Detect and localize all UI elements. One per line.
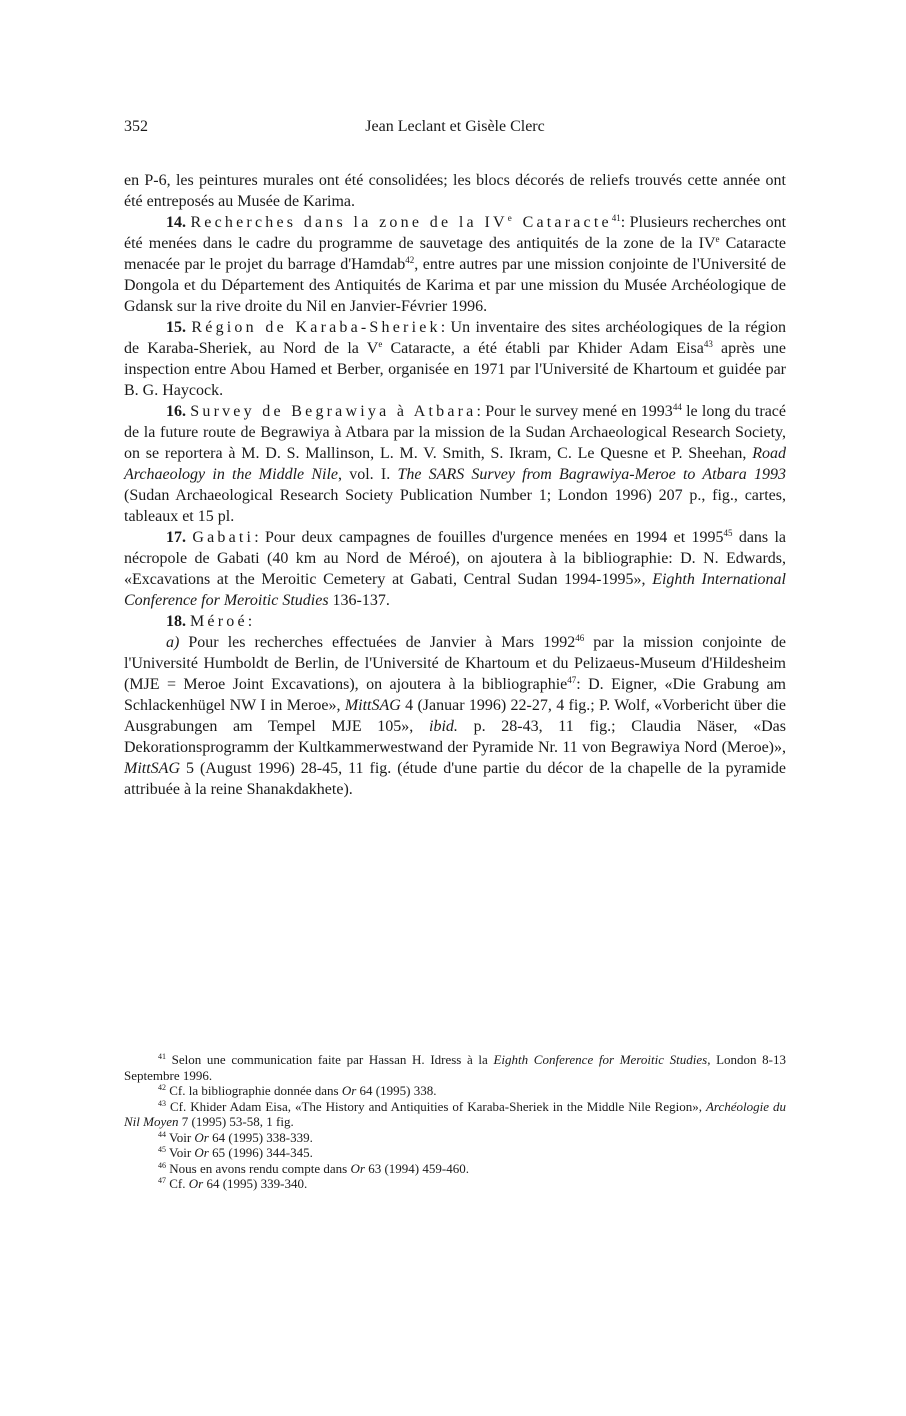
footnotes (124, 1052, 786, 1192)
main-text (124, 170, 786, 800)
section-18-a: a) Pour les recherches effectuées de Janvier à Mars 1992$^{46}$ par la mission conjointe de l'Université Humboldt de Berlin, de l'Université de Khartoum et du Pelizaeus-Museum d'Hildesheim (MJE = Meroe Joint Excavations), on ajoutera à la bibliographie$^{47}$: D. Eigner, «Die Grabung am Schlackenhügel NW I in Meroe», MittSAG 4 (Januar 1996) 22-27, 4 fig.; P. Wolf, «Vorbericht über die Ausgrabungen am Tempel MJE 105», ibid. p. 28-43, 11 fig.; Claudia Näser, «Das Dekorationsprogramm der Kultkammerwestwand der Pyramide Nr. 11 von Begrawiya Nord (Meroe)», MittSAG 5 (August 1996) 28-45, 11 fig. (étude d'une partie du décor de la chapelle de la pyramide attribuée à la reine Shanakdakhete). (124, 633, 787, 798)
section-number: 16. (166, 403, 186, 420)
section-17: 17. Gabati: Pour deux campagnes de fouilles d'urgence menées en 1994 et 1995$^{45}$ dans la nécropole de Gabati (40 km au Nord de Méroé), on ajoutera à la bibliographie: D. N. Edwards, «Excavations at the Meroitic Cemetery at Gabati, Central Sudan 1994-1995», Eighth International Conference for Meroitic Studies 136-137. (124, 528, 787, 609)
footnote-ref: 47 (567, 675, 577, 685)
subsection-label: a) (166, 634, 180, 651)
section-15: 15. Région de Karaba-Sheriek: Un inventaire des sites archéologiques de la région de Karaba-Sheriek, au Nord de la Ve Cataracte, a été établi par Khider Adam Eisa$^{43}$ après une inspection entre Abou Hamed et Berber, organisée en 1971 par l'Université de Khartoum et guidée par B. G. Haycock. (124, 319, 787, 399)
section-title: Gabati (192, 529, 255, 546)
footnote-45: $^{45}$ Voir Or 65 (1996) 344-345. (158, 1145, 313, 1160)
footnote-ref: 44 (672, 402, 682, 412)
footnote-ref: 46 (575, 633, 585, 643)
section-16: 16. Survey de Begrawiya à Atbara: Pour le survey mené en 1993$^{44}$ le long du tracé de la future route de Begrawiya à Atbara par la mission de la Sudan Archaeological Research Society, on se reportera à M. D. S. Mallinson, L. M. V. Smith, S. Ikram, C. Le Quesne et P. Sheehan, Road Archaeology in the Middle Nile, vol. I. The SARS Survey from Bagrawiya-Meroe to Atbara 1993 (Sudan Archaeological Research Society Publication Number 1; London 1996) 207 p., fig., cartes, tableaux et 15 pl. (124, 402, 787, 525)
section-title: Méroé: (190, 613, 256, 630)
footnote-ref: 42 (405, 255, 415, 265)
footnote-ref: 45 (723, 528, 733, 538)
section-18-heading (124, 611, 786, 632)
intro-paragraph: en P-6, les peintures murales ont été consolidées; les blocs décorés de reliefs trouvés cette année ont été entreposés au Musée de Karima. (124, 172, 786, 210)
footnote-ref: 41 (611, 213, 621, 223)
footnote-ref: 43 (703, 339, 713, 349)
running-title: Jean Leclant et Gisèle Clerc (365, 118, 545, 135)
footnote-43: $^{43}$ Cf. Khider Adam Eisa, «The History and Antiquities of Karaba-Sheriek in the Middle Nile Region», Archéologie du Nil Moyen 7 (1995) 53-58, 1 fig. (124, 1098, 786, 1129)
footnote-44: $^{44}$ Voir Or 64 (1995) 338-339. (158, 1129, 313, 1145)
footnote-42: $^{42}$ Cf. la bibliographie donnée dans Or 64 (1995) 338. (158, 1083, 437, 1098)
section-number: 14. (166, 214, 186, 231)
footnote-47: $^{47}$ Cf. Or 64 (1995) 339-340. (158, 1176, 308, 1191)
section-title: Recherches dans la zone de la IVe Cataracte (190, 213, 612, 231)
section-number: 17. (166, 529, 186, 546)
footnote-41: $^{41}$ Selon une communication faite par Hassan H. Idress à la Eighth Conference for Meroitic Studies, London 8-13 Septembre 1996. (124, 1052, 787, 1083)
section-title: Région de Karaba-Sheriek (191, 319, 441, 336)
section-number: 15. (166, 319, 186, 336)
section-14: 14. Recherches dans la zone de la IVe Cataracte$^{41}$: Plusieurs recherches ont été menées dans le cadre du programme de sauvetage des antiquités de la zone de la IVe Cataracte menacée par le projet du barrage d'Hamdab$^{42}$, entre autres par une mission conjointe de l'Université de Dongola et du Département des Antiquités de Karima et par une mission du Musée Archéologique de Gdansk sur la rive droite du Nil en Janvier-Février 1996. (124, 213, 787, 315)
section-number: 18. (166, 613, 186, 630)
section-title: Survey de Begrawiya à Atbara (190, 403, 477, 420)
page-number: 352 (124, 118, 148, 135)
footnote-46: $^{46}$ Nous en avons rendu compte dans Or 63 (1994) 459-460. (158, 1160, 469, 1176)
page-header (124, 118, 786, 140)
